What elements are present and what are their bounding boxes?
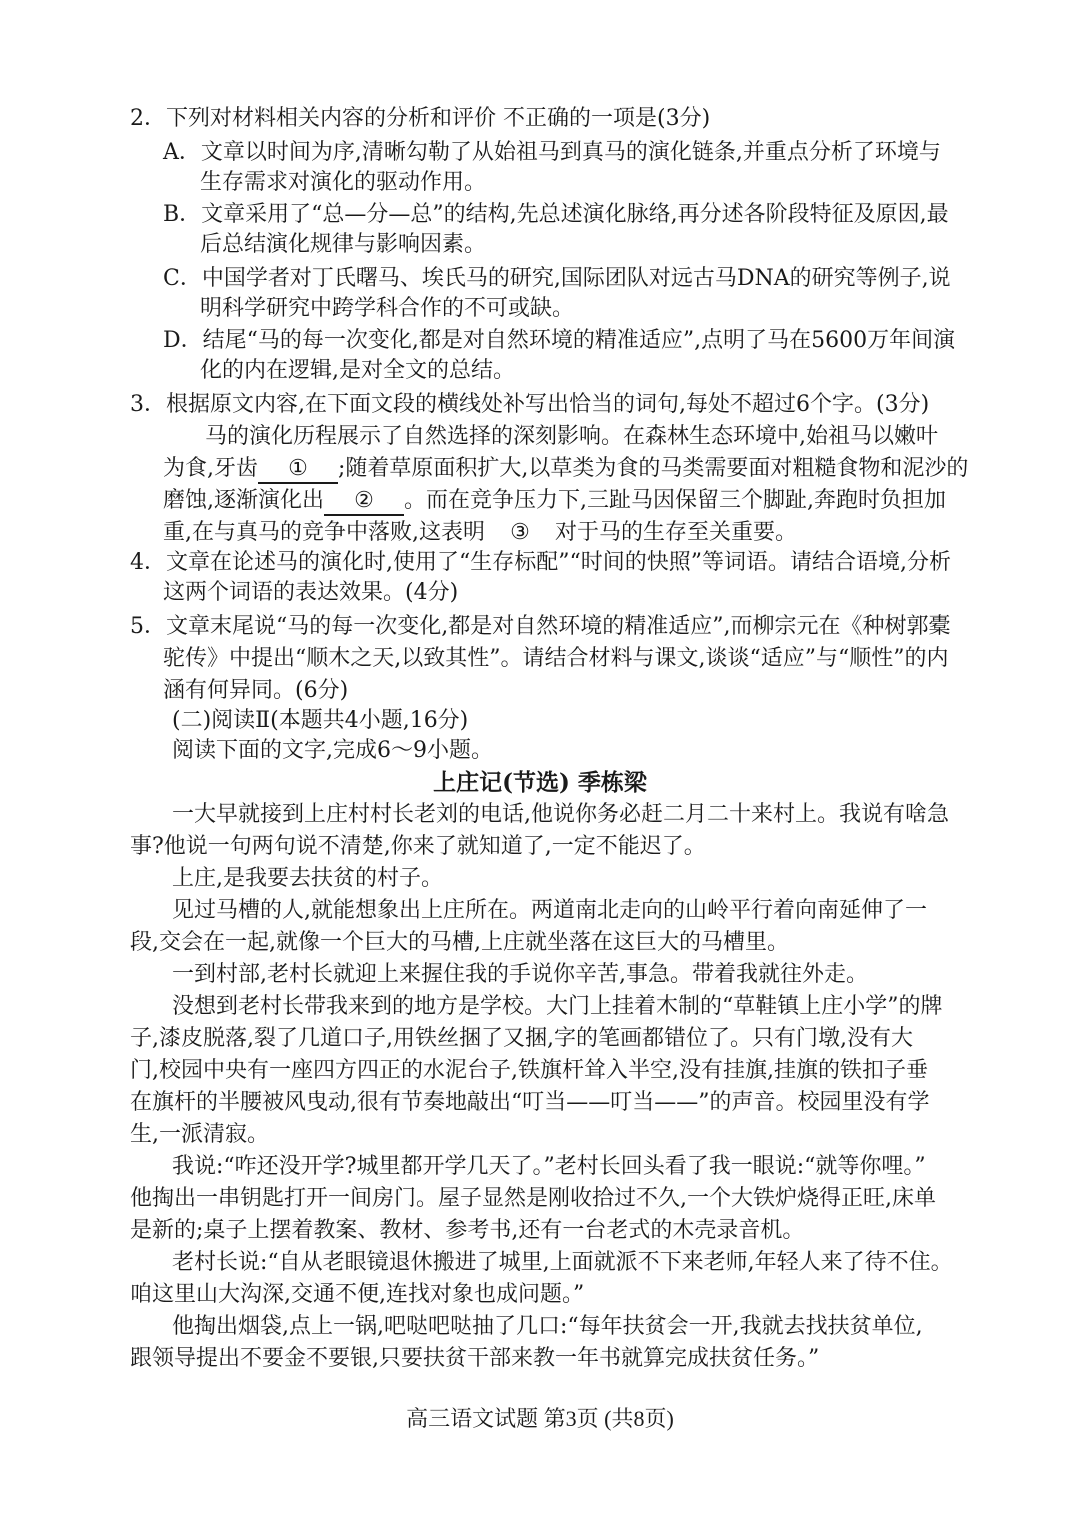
option-c-line-2: 明科学研究中跨学科合作的不可或缺。	[200, 296, 575, 321]
story-para-3-line-2: 段,交会在一起,就像一个巨大的马槽,上庄就坐落在这巨大的马槽里。	[130, 930, 789, 955]
story-para-5-line-2: 子,漆皮脱落,裂了几道口子,用铁丝捆了又捆,字的笔画都错位了。只有门墩,没有大	[130, 1026, 913, 1051]
question-3-passage-line-2	[163, 454, 968, 484]
question-3-stem: 3．根据原文内容,在下面文段的横线处补写出恰当的词句,每处不超过6个字。(3分)	[130, 392, 930, 417]
question-4-line-1: 4．文章在论述马的演化时,使用了“生存标配”“时间的快照”等词语。请结合语境,分析	[130, 550, 951, 575]
question-4-line-2: 这两个词语的表达效果。(4分)	[163, 580, 459, 605]
story-para-5-line-5: 生,一派清寂。	[130, 1122, 269, 1147]
option-d-line-1: D．结尾“马的每一次变化,都是对自然环境的精准适应”,点明了马在5600万年间演	[163, 328, 956, 353]
option-b-line-1: B．文章采用了“总—分—总”的结构,先总述演化脉络,再分述各阶段特征及原因,最	[163, 202, 949, 227]
passage-text: 。而在竞争压力下,三趾马因保留三个脚趾,奔跑时负担加	[404, 488, 946, 513]
fill-blank-3[interactable]: ③	[510, 520, 530, 545]
story-para-8-line-1: 他掏出烟袋,点上一锅,吧哒吧哒抽了几口:“每年扶贫会一开,我就去找扶贫单位,	[172, 1314, 923, 1339]
story-para-1-line-2: 事?他说一句两句说不清楚,你来了就知道了,一定不能迟了。	[130, 834, 706, 859]
passage-text: 为食,牙齿	[163, 456, 258, 481]
question-5-line-2: 驼传》中提出“顺木之天,以致其性”。请结合材料与课文,谈谈“适应”与“顺性”的内	[163, 646, 949, 671]
page-footer: 高三语文试题 第3页 (共8页)	[406, 1406, 674, 1431]
story-para-6-line-3: 是新的;桌子上摆着教案、教材、参考书,还有一台老式的木壳录音机。	[130, 1218, 805, 1243]
question-3-passage-line-3	[163, 486, 946, 516]
story-para-7-line-1: 老村长说:“自从老眼镜退休搬进了城里,上面就派不下来老师,年轻人来了待不住。	[172, 1250, 953, 1275]
story-para-8-line-2: 跟领导提出不要金不要银,只要扶贫干部来教一年书就算完成扶贫任务。”	[130, 1346, 820, 1371]
fill-blank-1[interactable]: ①	[258, 456, 338, 484]
question-5-line-1: 5．文章末尾说“马的每一次变化,都是对自然环境的精准适应”,而柳宗元在《种树郭橐	[130, 614, 951, 639]
option-b-line-2: 后总结演化规律与影响因素。	[200, 232, 487, 257]
fill-blank-2[interactable]: ②	[324, 488, 404, 516]
section-instruction: 阅读下面的文字,完成6～9小题。	[172, 738, 493, 763]
story-para-2-line-1: 上庄,是我要去扶贫的村子。	[172, 866, 443, 891]
question-2-stem: 2．下列对材料相关内容的分析和评价 不正确的一项是(3分)	[130, 106, 711, 131]
option-a-line-2: 生存需求对演化的驱动作用。	[200, 170, 487, 195]
option-a-line-1: A．文章以时间为序,清晰勾勒了从始祖马到真马的演化链条,并重点分析了环境与	[163, 140, 941, 165]
question-5-line-3: 涵有何异同。(6分)	[163, 678, 349, 703]
passage-text: 重,在与真马的竞争中落败,这表明	[163, 520, 485, 545]
story-para-5-line-1: 没想到老村长带我来到的地方是学校。大门上挂着木制的“草鞋镇上庄小学”的牌	[172, 994, 943, 1019]
passage-text: 对于马的生存至关重要。	[555, 520, 798, 545]
question-3-passage-line-4	[163, 518, 797, 548]
question-3-passage-line-1: 马的演化历程展示了自然选择的深刻影响。在森林生态环境中,始祖马以嫩叶	[205, 424, 938, 449]
story-para-3-line-1: 见过马槽的人,就能想象出上庄所在。两道南北走向的山岭平行着向南延伸了一	[172, 898, 927, 923]
story-para-1-line-1: 一大早就接到上庄村村长老刘的电话,他说你务必赶二月二十来村上。我说有啥急	[172, 802, 949, 827]
story-title: 上庄记(节选) 季栋梁	[433, 769, 647, 796]
passage-text: 磨蚀,逐渐演化出	[163, 488, 324, 513]
story-para-5-line-3: 门,校园中央有一座四方四正的水泥台子,铁旗杆耸入半空,没有挂旗,挂旗的铁扣子垂	[130, 1058, 928, 1083]
story-para-6-line-2: 他掏出一串钥匙打开一间房门。屋子显然是刚收拾过不久,一个大铁炉烧得正旺,床单	[130, 1186, 936, 1211]
passage-text: ;随着草原面积扩大,以草类为食的马类需要面对粗糙食物和泥沙的	[338, 456, 969, 481]
option-c-line-1: C．中国学者对丁氏曙马、埃氏马的研究,国际团队对远古马DNA的研究等例子,说	[163, 266, 951, 291]
option-d-line-2: 化的内在逻辑,是对全文的总结。	[200, 358, 515, 383]
story-para-7-line-2: 咱这里山大沟深,交通不便,连找对象也成问题。”	[130, 1282, 585, 1307]
section-heading: (二)阅读Ⅱ(本题共4小题,16分)	[172, 708, 469, 733]
story-para-6-line-1: 我说:“咋还没开学?城里都开学几天了。”老村长回头看了我一眼说:“就等你哩。”	[172, 1154, 926, 1179]
story-para-5-line-4: 在旗杆的半腰被风曳动,很有节奏地敲出“叮当——叮当——”的声音。校园里没有学	[130, 1090, 930, 1115]
story-para-4-line-1: 一到村部,老村长就迎上来握住我的手说你辛苦,事急。带着我就往外走。	[172, 962, 868, 987]
